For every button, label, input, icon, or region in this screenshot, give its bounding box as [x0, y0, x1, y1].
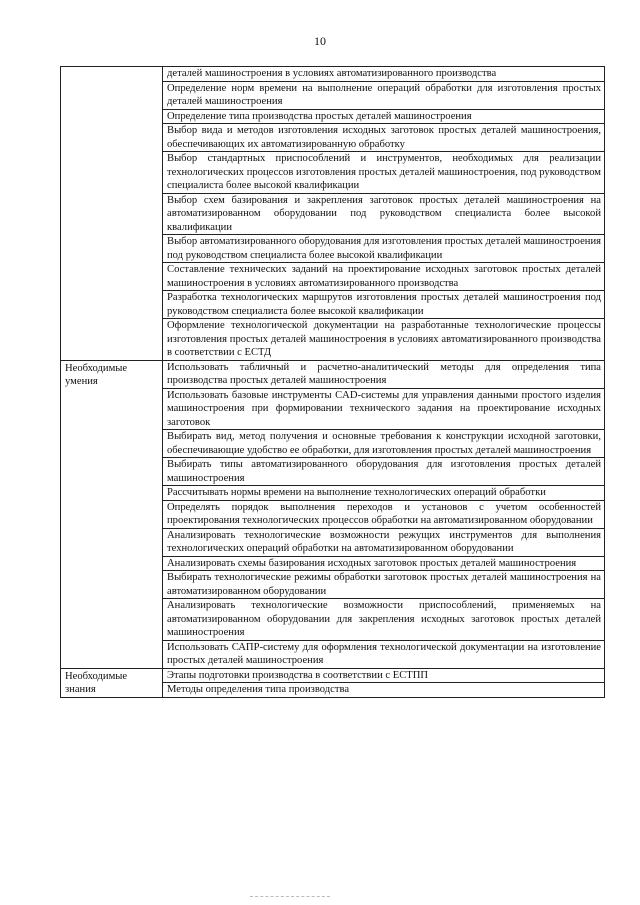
item-cell: Составление технических заданий на проектирование исходных заготовок простых деталей машиностроения в условиях автоматизированного производства — [163, 263, 605, 291]
category-cell — [61, 67, 163, 361]
category-cell: Необходимые знания — [61, 668, 163, 697]
table-row — [61, 360, 605, 388]
item-cell: Анализировать технологические возможности режущих инструментов для выполнения технологических операций обработки на автоматизированном оборудовании — [163, 528, 605, 556]
item-cell: Этапы подготовки производства в соответствии с ЕСТПП — [163, 668, 605, 683]
item-cell: Определять порядок выполнения переходов и установов с учетом особенностей проектирования технологических процессов обработки на автоматизированном оборудовании — [163, 500, 605, 528]
item-cell: Выбор схем базирования и закрепления заготовок простых деталей машиностроения на автоматизированном оборудовании под руководством специалиста более высокой квалификации — [163, 193, 605, 235]
item-cell: Выбор вида и методов изготовления исходных заготовок простых деталей машиностроения, обеспечивающих их автоматизированную обработку — [163, 124, 605, 152]
item-cell: Выбирать типы автоматизированного оборудования для изготовления простых деталей машиностроения — [163, 458, 605, 486]
table-row — [61, 67, 605, 82]
item-cell: Выбирать вид, метод получения и основные требования к конструкции исходной заготовки, обеспечивающие удобство ее обработки, для изготовления простых деталей машиностроения — [163, 430, 605, 458]
item-cell: Анализировать технологические возможности приспособлений, применяемых на автоматизированном оборудовании для закрепления исходных заготовок простых деталей машиностроения — [163, 599, 605, 641]
item-cell: Определение типа производства простых деталей машиностроения — [163, 109, 605, 124]
item-cell: Оформление технологической документации на разработанные технологические процессы изготовления простых деталей машиностроения в условиях автоматизированного производства в соответствии с ЕСТД — [163, 319, 605, 361]
item-cell: Определение норм времени на выполнение операций обработки для изготовления простых деталей машиностроения — [163, 81, 605, 109]
scan-artifact-line — [250, 896, 330, 897]
requirements-table — [60, 66, 605, 698]
item-cell: Использовать базовые инструменты CAD-системы для управления данными простого изделия машиностроения при формировании технического задания на проектирование исходных заготовок — [163, 388, 605, 430]
item-cell: деталей машиностроения в условиях автоматизированного производства — [163, 67, 605, 82]
item-cell: Анализировать схемы базирования исходных заготовок простых деталей машиностроения — [163, 556, 605, 571]
category-cell: Необходимые умения — [61, 360, 163, 668]
table-row — [61, 668, 605, 683]
item-cell: Выбор автоматизированного оборудования для изготовления простых деталей машиностроения под руководством специалиста более высокой квалификации — [163, 235, 605, 263]
item-cell: Использовать табличный и расчетно-аналитический методы для определения типа производства простых деталей машиностроения — [163, 360, 605, 388]
page-number: 10 — [314, 34, 326, 48]
item-cell: Выбор стандартных приспособлений и инструментов, необходимых для реализации технологических процессов изготовления простых деталей машиностроения, под руководством специалиста более высокой квалификации — [163, 152, 605, 194]
item-cell: Рассчитывать нормы времени на выполнение технологических операций обработки — [163, 486, 605, 501]
item-cell: Выбирать технологические режимы обработки заготовок простых деталей машиностроения на автоматизированном оборудовании — [163, 571, 605, 599]
item-cell: Разработка технологических маршрутов изготовления простых деталей машиностроения под руководством специалиста более высокой квалификации — [163, 291, 605, 319]
item-cell: Методы определения типа производства — [163, 683, 605, 698]
item-cell: Использовать САПР-систему для оформления технологической документации на изготовление простых деталей машиностроения — [163, 640, 605, 668]
